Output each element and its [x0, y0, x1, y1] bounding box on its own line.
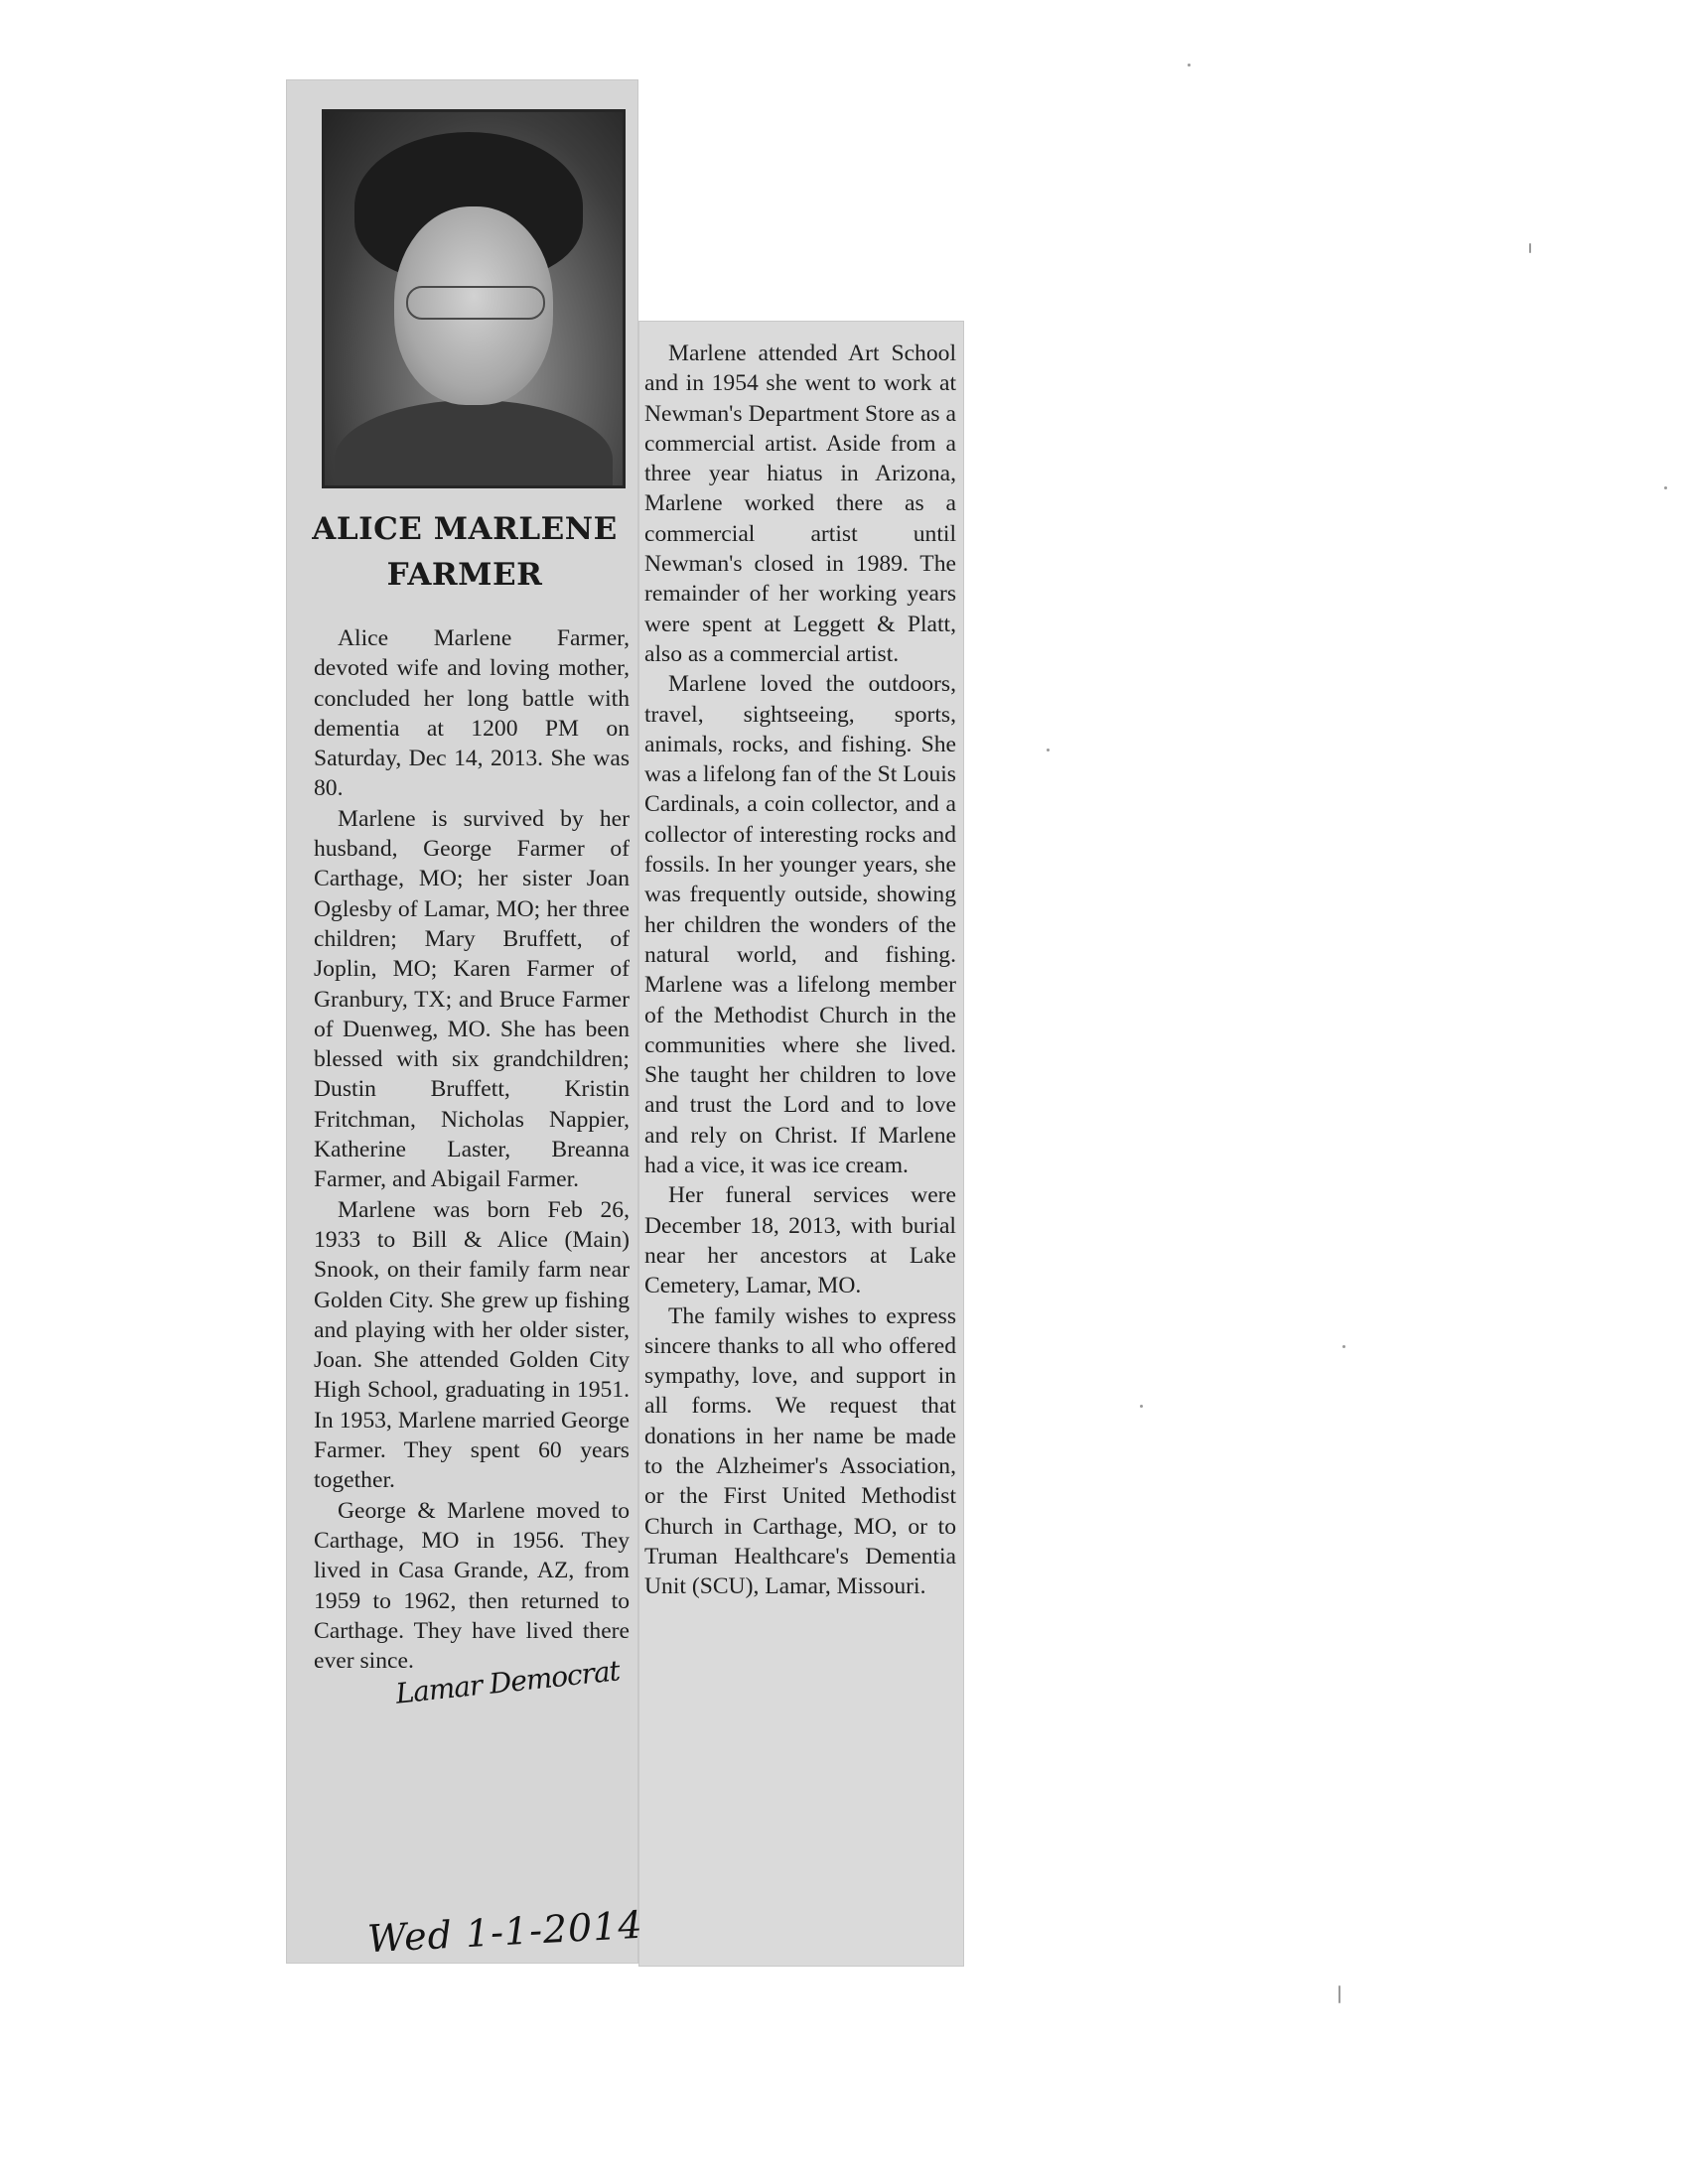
paragraph-career: Marlene attended Art School and in 1954 she went to work at Newman's Department Store as a commercial artist. Aside from a three year hiatus in Arizona, Marlene worked there as a commercial artist until Newman's closed in 1989. The remainder of her working years were spent at Leggett & Platt, also as a commercial artist. — [644, 341, 956, 667]
paragraph-survivors: Marlene is survived by her husband, George Farmer of Carthage, MO; her sister Joan Oglesby of Lamar, MO; her three children; Mary Bruffett, of Joplin, MO; Karen Farmer of Granbury, TX; and Bruce Farmer of Duenweg, MO. She has been blessed with six grandchildren; Dustin Bruffett, Kristin Fritchman, Nicholas Nappier, Katherine Laster, Breanna Farmer, and Abigail Farmer. — [314, 805, 630, 1193]
paragraph-thanks: The family wishes to express sincere thanks to all who offered sympathy, love, and support in all forms. We request that donations in her name be made to the Alzheimer's Association, or the First United Methodist Church in Carthage, MO, or to Truman Healthcare's Dementia Unit (SCU), Lamar, Missouri. — [644, 1302, 956, 1600]
handwritten-date-note: Wed 1-1-2014 — [366, 1902, 644, 1962]
paragraph-interests: Marlene loved the outdoors, travel, sightseeing, sports, animals, rocks, and fishing. She was a lifelong fan of the St Louis Cardinals, a coin collector, and a collector of interesting rocks and fossils. In her younger years, she was frequently outside, showing her children the wonders of the natural world, and fishing. Marlene was a lifelong member of the Methodist Church in the communities where she lived. She taught her children to love and trust the Lord and to love and rely on Christ. If Marlene had a vice, it was ice cream. — [644, 671, 956, 1179]
scan-speck — [1338, 1985, 1340, 2003]
portrait-photo — [322, 109, 626, 488]
headline-line-1: ALICE MARLENE — [312, 511, 618, 547]
scan-speck — [1140, 1405, 1143, 1408]
right-column-body — [644, 339, 956, 1601]
obituary-clipping-right — [638, 321, 964, 1967]
paragraph-early-life: Marlene was born Feb 26, 1933 to Bill & Alice (Main) Snook, on their family farm near Golden City. She grew up fishing and playing with her older sister, Joan. She attended Golden City High School, graduating in 1951. In 1953, Marlene married George Farmer. They spent 60 years together. — [314, 1196, 630, 1494]
scan-speck — [1529, 243, 1531, 253]
paragraph-death-notice: Alice Marlene Farmer, devoted wife and loving mother, concluded her long battle with dementia at 1200 PM on Saturday, Dec 14, 2013. She was 80. — [314, 625, 630, 802]
scan-speck — [1664, 486, 1667, 489]
handwritten-source-note: Lamar Democrat — [393, 1654, 622, 1710]
obituary-headline — [296, 506, 633, 598]
paragraph-residences: George & Marlene moved to Carthage, MO in 1956. They lived in Casa Grande, AZ, from 1959 to 1962, then returned to Carthage. They have lived there ever since. — [314, 1497, 630, 1675]
scan-speck — [1047, 749, 1050, 751]
scan-speck — [1188, 64, 1191, 67]
scan-speck — [1342, 1345, 1345, 1348]
headline-line-2: FARMER — [386, 557, 543, 593]
paragraph-funeral: Her funeral services were December 18, 2013, with burial near her ancestors at Lake Cemetery, Lamar, MO. — [644, 1182, 956, 1299]
left-column-body — [314, 623, 630, 1676]
